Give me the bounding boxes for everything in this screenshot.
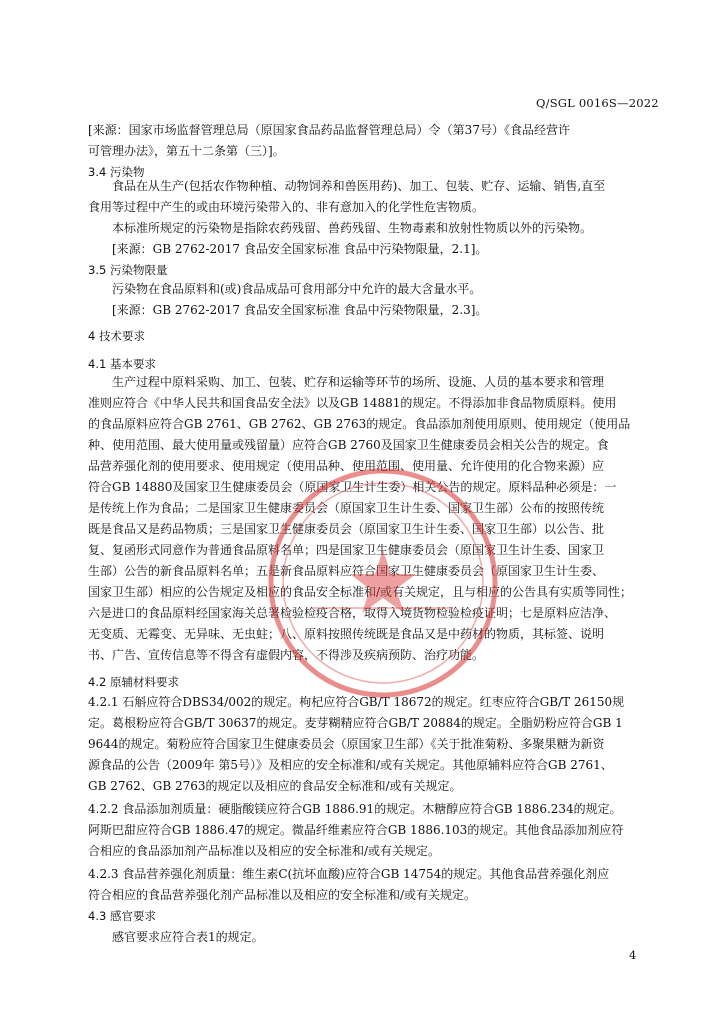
paragraph-line: 食品在从生产(包括农作物种植、动物饲养和兽医用药)、加工、包装、贮存、运输、销售,直至 (112, 179, 606, 193)
source-citation-line: [来源：GB 2762-2017 食品安全国家标准 食品中污染物限量，2.1]。 (112, 242, 488, 256)
standard-code: Q/SGL 0016S—2022 (536, 96, 659, 110)
paragraph-line: 国家卫生部）相应的公告规定及相应的食品安全标准和/或有关规定，且与相应的公告具有实质等同性； (88, 585, 633, 599)
paragraph-line: 阿斯巴甜应符合GB 1886.47的规定。微晶纤维素应符合GB 1886.103的规定。其他食品添加剂应符 (88, 823, 624, 837)
paragraph-line: 品营养强化剂的使用要求、使用规定（使用品种、使用范围、使用量、允许使用的化合物来源）应 (88, 459, 605, 473)
paragraph-line: 符合GB 14880及国家卫生健康委员会（原国家卫生计生委）相关公告的规定。原料品种必须是：一 (88, 480, 617, 494)
section-heading-4-3: 4.3 感官要求 (88, 909, 156, 923)
paragraph-line: 源食品的公告（2009年 第5号）》及相应的安全标准和/或有关规定。其他原辅料应符合GB 2761、 (88, 758, 613, 772)
paragraph-line: 既是食品又是药品物质；三是国家卫生健康委员会（原国家卫生计生委、国家卫生部）以公告、批 (88, 522, 605, 536)
paragraph-line: 4.2.3 食品营养强化剂质量：维生素C(抗坏血酸)应符合GB 14754的规定。其他食品营养强化剂应 (88, 867, 610, 881)
section-heading-4-2: 4.2 原辅材料要求 (88, 675, 179, 689)
paragraph-line: 9644的规定。菊粉应符合国家卫生健康委员会（原国家卫生部）《关于批准菊粉、多聚果糖为新资 (88, 737, 605, 751)
paragraph-line: 生部）公告的新食品原料名单；五是新食品原料应符合国家卫生健康委员会（原国家卫生计生委、 (88, 564, 605, 578)
paragraph-line: 污染物在食品原料和(或)食品成品可食用部分中允许的最大含量水平。 (112, 282, 482, 296)
paragraph-line: 本标准所规定的污染物是指除农药残留、兽药残留、生物毒素和放射性物质以外的污染物。 (112, 221, 593, 235)
paragraph-line: 生产过程中原料采购、加工、包装、贮存和运输等环节的场所、设施、人员的基本要求和管理 (112, 375, 605, 389)
paragraph-line: 合相应的食品添加剂产品标准以及相应的安全标准和/或有关规定。 (88, 844, 441, 858)
section-heading-4-1: 4.1 基本要求 (88, 357, 156, 371)
chapter-heading-4: 4 技术要求 (88, 329, 145, 343)
paragraph-line: GB 2762、GB 2763的规定以及相应的食品安全标准和/或有关规定。 (88, 779, 462, 793)
page-number: 4 (629, 948, 637, 962)
section-heading-3-5: 3.5 污染物限量 (88, 263, 168, 277)
paragraph-line: 的食品原料应符合GB 2761、GB 2762、GB 2763的规定。食品添加剂使用原则、使用规定（使用品 (88, 417, 631, 431)
paragraph-line: 六是进口的食品原料经国家海关总署检验检疫合格，取得入境货物检验检疫证明；七是原料应洁净、 (88, 606, 617, 620)
source-citation-line-1: [来源：国家市场监督管理总局（原国家食品药品监督管理总局）令（第37号）《食品经营许 (88, 123, 570, 137)
paragraph-line: 符合相应的食品营养强化剂产品标准以及相应的安全标准和/或有关规定。 (88, 888, 477, 902)
paragraph-line: 无变质、无霉变、无异味、无虫蛀；八、原料按照传统既是食品又是中药材的物质，其标签、说明 (88, 627, 605, 641)
paragraph-line: 是传统上作为食品；二是国家卫生健康委员会（原国家卫生计生委、国家卫生部）公布的按照传统 (88, 501, 605, 515)
paragraph-line: 准则应符合《中华人民共和国食品安全法》以及GB 14881的规定。不得添加非食品物质原料。使用 (88, 396, 617, 410)
paragraph-line: 4.2.2 食品添加剂质量：硬脂酸镁应符合GB 1886.91的规定。木糖醇应符合GB 1886.234的规定。 (88, 802, 622, 816)
source-citation-line-2: 可管理办法》，第五十二条第（三）]。 (88, 144, 285, 158)
section-heading-3-4: 3.4 污染物 (88, 165, 145, 179)
paragraph-line: 书、广告、宣传信息等不得含有虚假内容，不得涉及疾病预防、治疗功能。 (88, 648, 485, 662)
paragraph-line: 食用等过程中产生的或由环境污染带入的、非有意加入的化学性危害物质。 (88, 200, 485, 214)
paragraph-line: 定。葛根粉应符合GB/T 30637的规定。麦芽糊精应符合GB/T 20884的规定。全脂奶粉应符合GB 1 (88, 716, 623, 730)
paragraph-line: 种、使用范围、最大使用量或残留量）应符合GB 2760及国家卫生健康委员会相关公告的规定。食 (88, 438, 609, 452)
paragraph-line: 感官要求应符合表1的规定。 (112, 930, 264, 944)
paragraph-line: 4.2.1 石斛应符合DBS34/002的规定。枸杞应符合GB/T 18672的规定。红枣应符合GB/T 26150规 (88, 695, 625, 709)
source-citation-line: [来源：GB 2762-2017 食品安全国家标准 食品中污染物限量，2.3]。 (112, 303, 488, 317)
paragraph-line: 复、复函形式同意作为普通食品原料名单；四是国家卫生健康委员会（原国家卫生计生委、国家卫 (88, 543, 605, 557)
